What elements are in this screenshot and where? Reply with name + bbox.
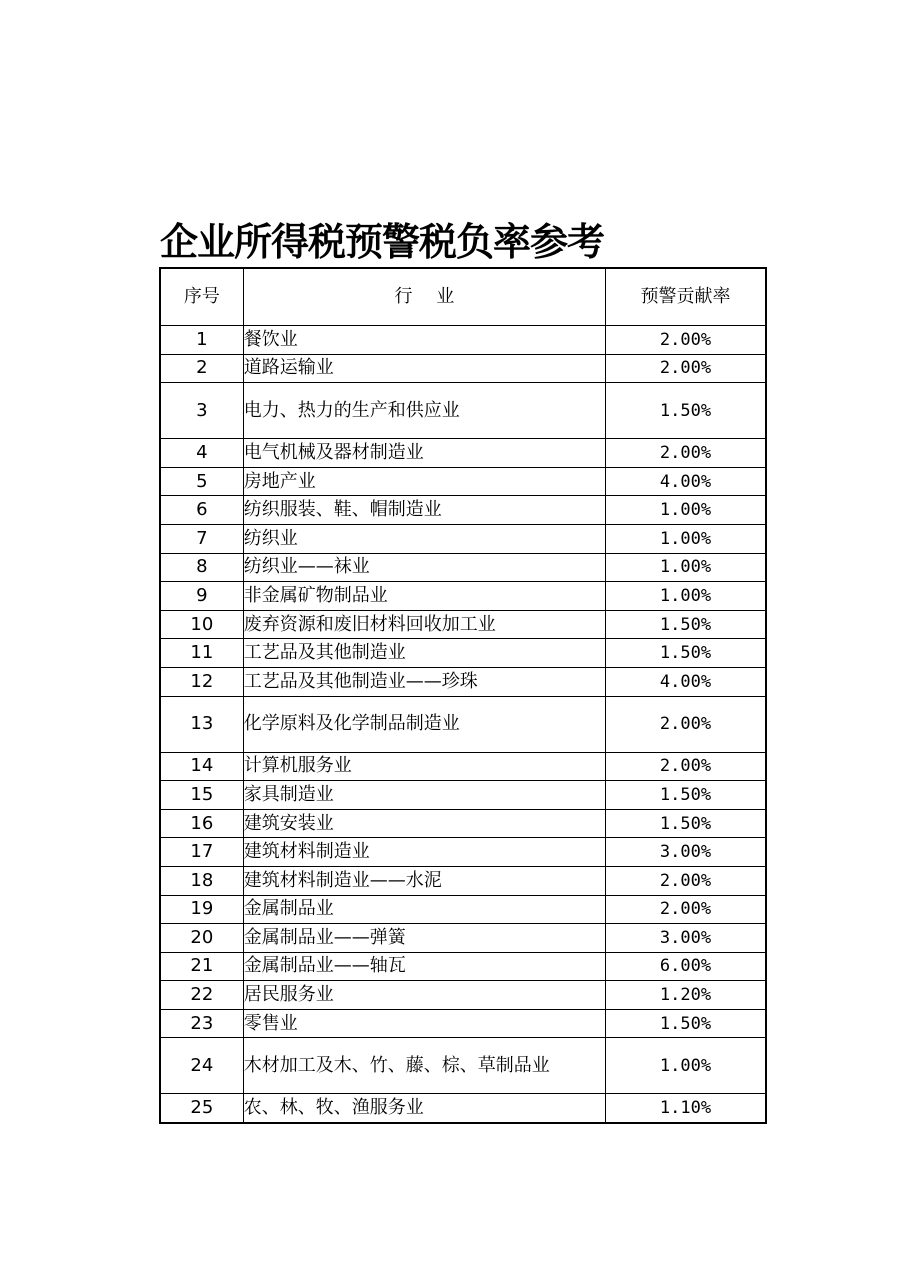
tax-rate-table <box>159 267 767 1124</box>
table-row <box>160 866 766 895</box>
row-industry: 建筑材料制造业 <box>243 838 605 867</box>
row-rate: 2.00% <box>605 696 766 752</box>
row-rate: 1.50% <box>605 383 766 439</box>
header-index: 序号 <box>160 268 243 326</box>
row-industry: 纺织业 <box>243 524 605 553</box>
row-rate: 4.00% <box>605 667 766 696</box>
row-index: 3 <box>160 383 243 439</box>
table-row <box>160 582 766 611</box>
row-rate: 2.00% <box>605 866 766 895</box>
row-index: 16 <box>160 809 243 838</box>
table-row <box>160 383 766 439</box>
row-index: 17 <box>160 838 243 867</box>
row-index: 8 <box>160 553 243 582</box>
row-rate: 6.00% <box>605 952 766 981</box>
row-rate: 4.00% <box>605 467 766 496</box>
row-index: 23 <box>160 1009 243 1038</box>
row-rate: 1.00% <box>605 496 766 525</box>
row-index: 9 <box>160 582 243 611</box>
row-industry: 化学原料及化学制品制造业 <box>243 696 605 752</box>
row-rate: 1.00% <box>605 1038 766 1094</box>
table-row <box>160 354 766 383</box>
row-industry: 餐饮业 <box>243 326 605 355</box>
row-industry: 木材加工及木、竹、藤、棕、草制品业 <box>243 1038 605 1094</box>
row-rate: 2.00% <box>605 326 766 355</box>
row-industry: 非金属矿物制品业 <box>243 582 605 611</box>
table-row <box>160 467 766 496</box>
table-row <box>160 838 766 867</box>
row-index: 5 <box>160 467 243 496</box>
row-industry: 零售业 <box>243 1009 605 1038</box>
row-rate: 1.00% <box>605 553 766 582</box>
row-industry: 房地产业 <box>243 467 605 496</box>
table-row <box>160 809 766 838</box>
row-rate: 2.00% <box>605 752 766 781</box>
row-index: 21 <box>160 952 243 981</box>
row-industry: 纺织服装、鞋、帽制造业 <box>243 496 605 525</box>
row-industry: 工艺品及其他制造业 <box>243 639 605 668</box>
row-industry: 建筑材料制造业——水泥 <box>243 866 605 895</box>
row-rate: 2.00% <box>605 439 766 468</box>
row-index: 2 <box>160 354 243 383</box>
row-index: 12 <box>160 667 243 696</box>
row-rate: 2.00% <box>605 354 766 383</box>
row-industry: 建筑安装业 <box>243 809 605 838</box>
row-rate: 1.10% <box>605 1094 766 1123</box>
row-rate: 1.50% <box>605 639 766 668</box>
table-row <box>160 553 766 582</box>
row-industry: 电力、热力的生产和供应业 <box>243 383 605 439</box>
row-rate: 1.50% <box>605 610 766 639</box>
row-index: 25 <box>160 1094 243 1123</box>
row-industry: 金属制品业——弹簧 <box>243 924 605 953</box>
row-index: 20 <box>160 924 243 953</box>
row-index: 13 <box>160 696 243 752</box>
row-index: 4 <box>160 439 243 468</box>
row-rate: 1.50% <box>605 781 766 810</box>
header-industry: 行 业 <box>243 268 605 326</box>
row-rate: 1.50% <box>605 1009 766 1038</box>
row-industry: 计算机服务业 <box>243 752 605 781</box>
row-industry: 农、林、牧、渔服务业 <box>243 1094 605 1123</box>
table-row <box>160 781 766 810</box>
row-industry: 家具制造业 <box>243 781 605 810</box>
table-row <box>160 981 766 1010</box>
row-industry: 工艺品及其他制造业——珍珠 <box>243 667 605 696</box>
table-row <box>160 952 766 981</box>
row-index: 1 <box>160 326 243 355</box>
row-rate: 1.00% <box>605 524 766 553</box>
table-row <box>160 610 766 639</box>
row-index: 22 <box>160 981 243 1010</box>
row-index: 10 <box>160 610 243 639</box>
document-title: 企业所得税预警税负率参考 <box>160 220 605 264</box>
row-industry: 居民服务业 <box>243 981 605 1010</box>
table-row <box>160 524 766 553</box>
row-industry: 道路运输业 <box>243 354 605 383</box>
row-index: 6 <box>160 496 243 525</box>
row-rate: 1.20% <box>605 981 766 1010</box>
table-row <box>160 496 766 525</box>
table-row <box>160 752 766 781</box>
row-rate: 1.00% <box>605 582 766 611</box>
table-header-row <box>160 268 766 326</box>
table-row <box>160 326 766 355</box>
row-index: 18 <box>160 866 243 895</box>
row-index: 19 <box>160 895 243 924</box>
table-row <box>160 696 766 752</box>
table-row <box>160 639 766 668</box>
table-row <box>160 895 766 924</box>
table-row <box>160 439 766 468</box>
table-row <box>160 1094 766 1123</box>
header-rate: 预警贡献率 <box>605 268 766 326</box>
table-row <box>160 667 766 696</box>
row-industry: 金属制品业 <box>243 895 605 924</box>
row-index: 14 <box>160 752 243 781</box>
row-industry: 电气机械及器材制造业 <box>243 439 605 468</box>
table-body <box>160 326 766 1123</box>
row-index: 15 <box>160 781 243 810</box>
row-industry: 纺织业——袜业 <box>243 553 605 582</box>
row-rate: 2.00% <box>605 895 766 924</box>
table-row <box>160 1009 766 1038</box>
table-row <box>160 924 766 953</box>
row-industry: 废弃资源和废旧材料回收加工业 <box>243 610 605 639</box>
row-index: 7 <box>160 524 243 553</box>
row-rate: 3.00% <box>605 838 766 867</box>
row-industry: 金属制品业——轴瓦 <box>243 952 605 981</box>
table-row <box>160 1038 766 1094</box>
row-rate: 1.50% <box>605 809 766 838</box>
row-rate: 3.00% <box>605 924 766 953</box>
row-index: 11 <box>160 639 243 668</box>
row-index: 24 <box>160 1038 243 1094</box>
